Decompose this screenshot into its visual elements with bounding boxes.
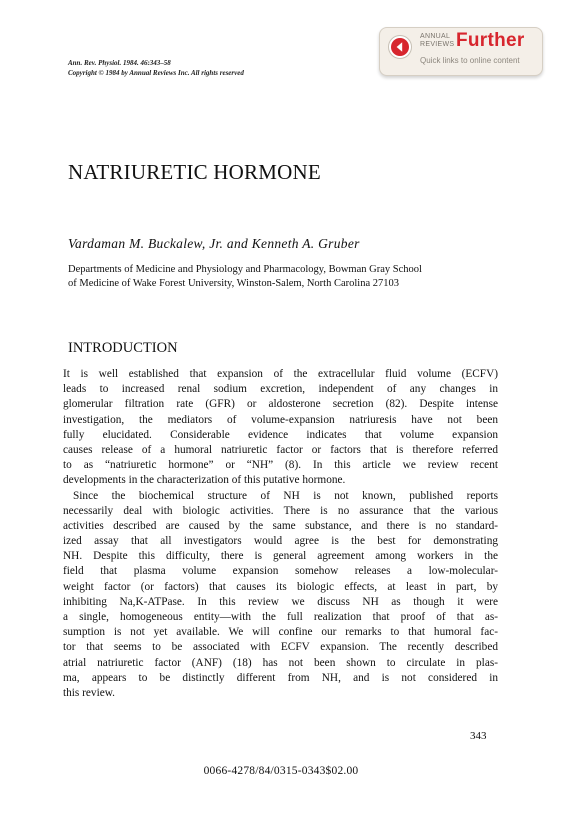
further-label: Further <box>456 30 525 51</box>
body-line: fully elucidated. Considerable evidence indicates that volume expansion <box>63 428 498 441</box>
body-line: leads to increased renal sodium excretion, independent of any changes in <box>63 383 498 396</box>
citation-line-copyright: Copyright © 1984 by Annual Reviews Inc. All rights reserved <box>68 69 244 77</box>
body-line: field that plasma volume expansion somehow releases a low-molecular- <box>63 565 498 578</box>
body-line: tor that seems to be associated with ECFV expansion. The recently described <box>63 641 498 654</box>
page-number: 343 <box>470 730 487 742</box>
body-line: atrial natriuretic factor (ANF) (18) has not been shown to circulate in plas- <box>63 656 498 669</box>
body-line: to as “natriuretic hormone” or “NH” (8). In this article we review recent <box>63 459 498 472</box>
body-line: ized assay that all investigators would agree is the best for demonstrating <box>63 535 498 548</box>
affiliation-line: Departments of Medicine and Physiology and Pharmacology, Bowman Gray School <box>68 264 422 275</box>
annual-reviews-logo-text <box>420 33 454 49</box>
body-line: investigation, the mediators of volume-expansion natriuresis have not been <box>63 413 498 426</box>
body-line: weight factor (or factors) that causes its biologic effects, at least in part, by <box>63 580 498 593</box>
body-line: developments in the characterization of this putative hormone. <box>63 474 346 487</box>
article-authors: Vardaman M. Buckalew, Jr. and Kenneth A. Gruber <box>68 236 360 251</box>
body-line: Since the biochemical structure of NH is not known, published reports <box>73 489 498 502</box>
introduction-body <box>63 367 498 701</box>
body-line: causes release of a humoral natriuretic factor or factors that is therefore referred <box>63 443 498 456</box>
body-line: necessarily deal with biologic activities. There is no assurance that the various <box>63 504 498 517</box>
body-line: inhibiting Na,K-ATPase. In this review we discuss NH as though it were <box>63 595 498 608</box>
journal-citation <box>68 58 244 78</box>
citation-line-journal: Ann. Rev. Physiol. 1984. 46:343–58 <box>68 59 171 67</box>
play-arrow-icon <box>388 35 412 59</box>
further-tagline: Quick links to online content <box>420 56 520 65</box>
brand-line-reviews: REVIEWS <box>420 41 455 48</box>
body-line: It is well established that expansion of the extracellular fluid volume (ECFV) <box>63 368 498 380</box>
annual-reviews-further-button[interactable] <box>379 27 543 76</box>
author-affiliation <box>68 263 498 291</box>
brand-line-annual: ANNUAL <box>420 33 451 40</box>
body-line: this review. <box>63 686 115 699</box>
body-line: sumption is not yet available. We will confine our remarks to that humoral fac- <box>63 626 498 639</box>
publication-code: 0066-4278/84/0315-0343$02.00 <box>203 765 359 777</box>
section-heading-introduction: INTRODUCTION <box>68 340 178 356</box>
article-title: NATRIURETIC HORMONE <box>68 160 321 184</box>
body-line: a single, homogeneous entity—with the full realization that proof of that as- <box>63 611 498 623</box>
body-line: activities described are caused by the same substance, and there is no standard- <box>63 519 498 532</box>
body-line: ma, appears to be distinctly different from NH, and is not considered in <box>63 671 498 684</box>
affiliation-line: of Medicine of Wake Forest University, Winston-Salem, North Carolina 27103 <box>68 278 399 289</box>
body-line: NH. Despite this difficulty, there is general agreement among workers in the <box>63 550 498 563</box>
body-line: glomerular filtration rate (GFR) or aldosterone secretion (82). Despite intense <box>63 398 498 411</box>
